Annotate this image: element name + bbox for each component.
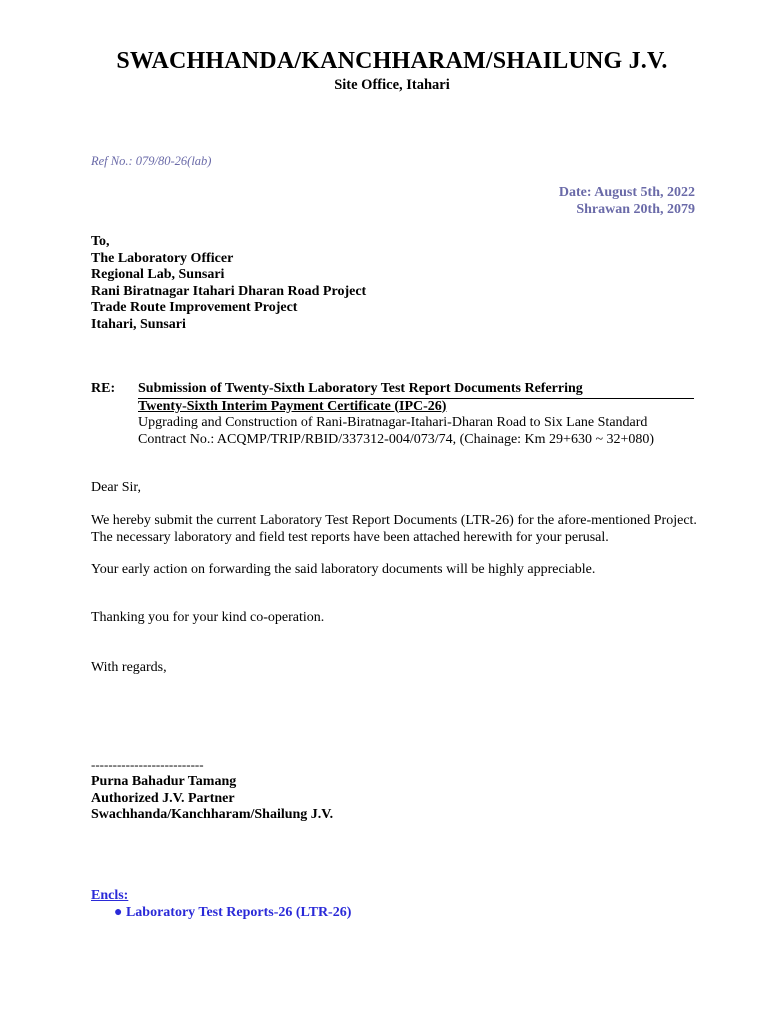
body-paragraph-1 — [91, 513, 711, 546]
recipient-address — [91, 234, 366, 333]
letter-date — [559, 184, 695, 218]
subject-line-3: Upgrading and Construction of Rani-Biratnagar-Itahari-Dharan Road to Six Lane Standard — [138, 415, 648, 430]
body-paragraph-2-text: Your early action on forwarding the said laboratory documents will be highly appreciable. — [91, 562, 596, 577]
date-nepali: Shrawan 20th, 2079 — [576, 202, 695, 217]
closing — [91, 660, 711, 677]
office-subtitle: Site Office, Itahari — [334, 77, 450, 93]
salutation-text: Dear Sir, — [91, 480, 141, 495]
subject-label: RE: — [91, 381, 116, 396]
date-gregorian: Date: August 5th, 2022 — [558, 185, 695, 200]
enclosures-label: Encls: — [91, 888, 129, 903]
signatory-title: Authorized J.V. Partner — [91, 790, 235, 806]
body-paragraph-3-text: Thanking you for your kind co-operation. — [91, 610, 325, 625]
body-paragraph-1-line-2: The necessary laboratory and field test reports have been attached herewith for your perusal. — [91, 529, 609, 545]
company-title: SWACHHANDA/KANCHHARAM/SHAILUNG J.V. — [116, 48, 668, 74]
enclosure-item: ● Laboratory Test Reports-26 (LTR-26) — [114, 905, 352, 920]
recipient-line: Regional Lab, Sunsari — [91, 267, 225, 282]
signatory-name: Purna Bahadur Tamang — [91, 774, 237, 789]
subject-line-2: Twenty-Sixth Interim Payment Certificate (IPC-26) — [138, 398, 447, 414]
signature-block — [91, 774, 333, 824]
recipient-line: Trade Route Improvement Project — [91, 300, 298, 315]
signature-line: -------------------------- — [91, 757, 204, 772]
subject-line-1: Submission of Twenty-Sixth Laboratory Test Report Documents Referring — [138, 381, 694, 399]
recipient-line: Itahari, Sunsari — [91, 316, 186, 332]
recipient-line: To, — [91, 234, 110, 249]
body-paragraph-3 — [91, 610, 711, 627]
salutation — [91, 480, 711, 497]
subject-block — [138, 381, 694, 448]
recipient-line: The Laboratory Officer — [91, 250, 234, 266]
body-paragraph-2 — [91, 562, 711, 579]
body-paragraph-1-line-1: We hereby submit the current Laboratory Test Report Documents (LTR-26) for the afore-mentioned Project. — [91, 513, 697, 528]
recipient-line: Rani Biratnagar Itahari Dharan Road Project — [91, 283, 367, 299]
reference-number: Ref No.: 079/80-26(lab) — [91, 154, 212, 168]
signatory-company: Swachhanda/Kanchharam/Shailung J.V. — [91, 807, 334, 822]
closing-text: With regards, — [91, 660, 167, 675]
subject-line-4: Contract No.: ACQMP/TRIP/RBID/337312-004/073/74, (Chainage: Km 29+630 ~ 32+080) — [138, 431, 655, 447]
